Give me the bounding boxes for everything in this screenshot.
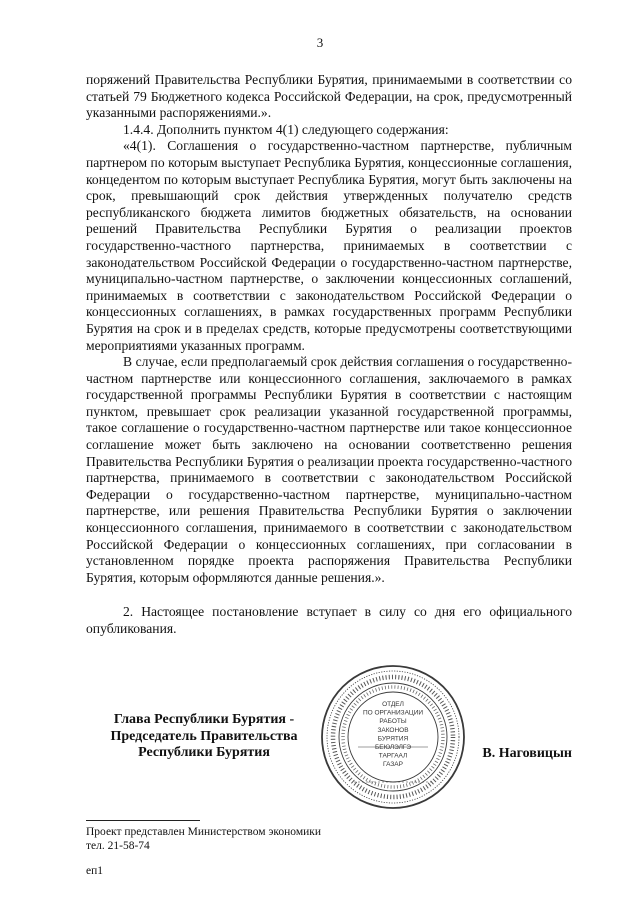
paragraph-case: В случае, если предполагаемый срок действия соглашения о государственно-частном партнерстве или концессионного соглашения, заключаемого в рамках государственной программы Республики Бурятия в соответствии с настоящим пунктом, превышает срок реализации указанной государственной программы, такое соглашение о государственно-частном партнерстве или такое концессионное соглашение может быть заключено на основании соответственно решения Правительства Республики Бурятия о реализации проекта государственно-частного партнерства, принимаемого в соответствии с законодательством Российской Федерации о государственно-частном партнерстве, муниципально-частном партнерстве, или решения Правительства Республики Бурятия о заключении концессионного соглашения, принимаемого в соответствии с законодательством Российской Федерации о концессионных соглашениях, при согласовании в установленном порядке проекта распоряжения Правительства Республики Бурятия, которым оформляются данные решения.». [86,354,572,585]
seal-line: ТАРГААЛ [378,752,408,760]
signer-name: В. Наговицын [482,746,572,761]
seal-line: ОТДЕЛ [382,701,404,708]
signer-title [86,712,322,762]
signer-title-line-1: Глава Республики Бурятия - [113,712,295,727]
signature-block [86,709,572,772]
page-number: 3 [316,35,324,50]
paragraph-clause-4-1: «4(1). Соглашения о государственно-частном партнерстве, публичным партнером по которым выступает Республика Бурятия, концессионные соглашения, концедентом по которым выступает Республика Бурятия, могут быть заключены на срок, превышающий срок действия утвержденных получателю средств республиканского бюджета лимитов бюджетных обязательств, на основании решений Правительства Республики Бурятия о реализации проектов государственно-частного партнерства, принимаемых в соответствии с законодательством Российской Федерации о государственно-частном партнерстве, муниципально-частном партнерстве, о заключении концессионных соглашений, принимаемых в соответствии с законодательством Российской Федерации о концессионных соглашениях, в рамках государственных программ Республики Бурятия на срок и в пределах средств, которые предусмотрены соответствующими мероприятиями указанных программ. [86,138,572,353]
footnote-line-1: Проект представлен Министерством экономики [86,826,322,838]
paragraph-amendment-intro: 1.4.4. Дополнить пунктом 4(1) следующего содержания: [123,121,449,137]
seal-line: БУРЯТИЯ [377,735,409,743]
seal-line: РАБОТЫ [379,718,407,726]
footnote [86,825,321,853]
document-body [86,72,572,638]
paragraph-continuation: поряжений Правительства Республики Бурятия, принимаемыми в соответствии со статьей 79 Бюджетного кодекса Российской Федерации, на срок, предусмотренный указанными распоряжениями.». [86,72,572,121]
paragraph-effective: 2. Настоящее постановление вступает в силу со дня его официального опубликования. [86,604,572,636]
signer-title-line-2: Председатель Правительства [110,728,298,744]
seal-line: ПО ОРГАНИЗАЦИИ [362,709,424,717]
footnote-line-2: тел. 21-58-74 [86,840,150,852]
footnote-divider [86,820,200,821]
seal-line: ЗАКОНОВ [377,726,409,734]
seal-line: БЕЮЛЭЛГЭ [374,744,412,751]
seal-line: ГАЗАР [383,761,403,769]
signer-title-line-3: Республики Бурятия [138,745,270,761]
reference-code: еп1 [86,865,104,877]
